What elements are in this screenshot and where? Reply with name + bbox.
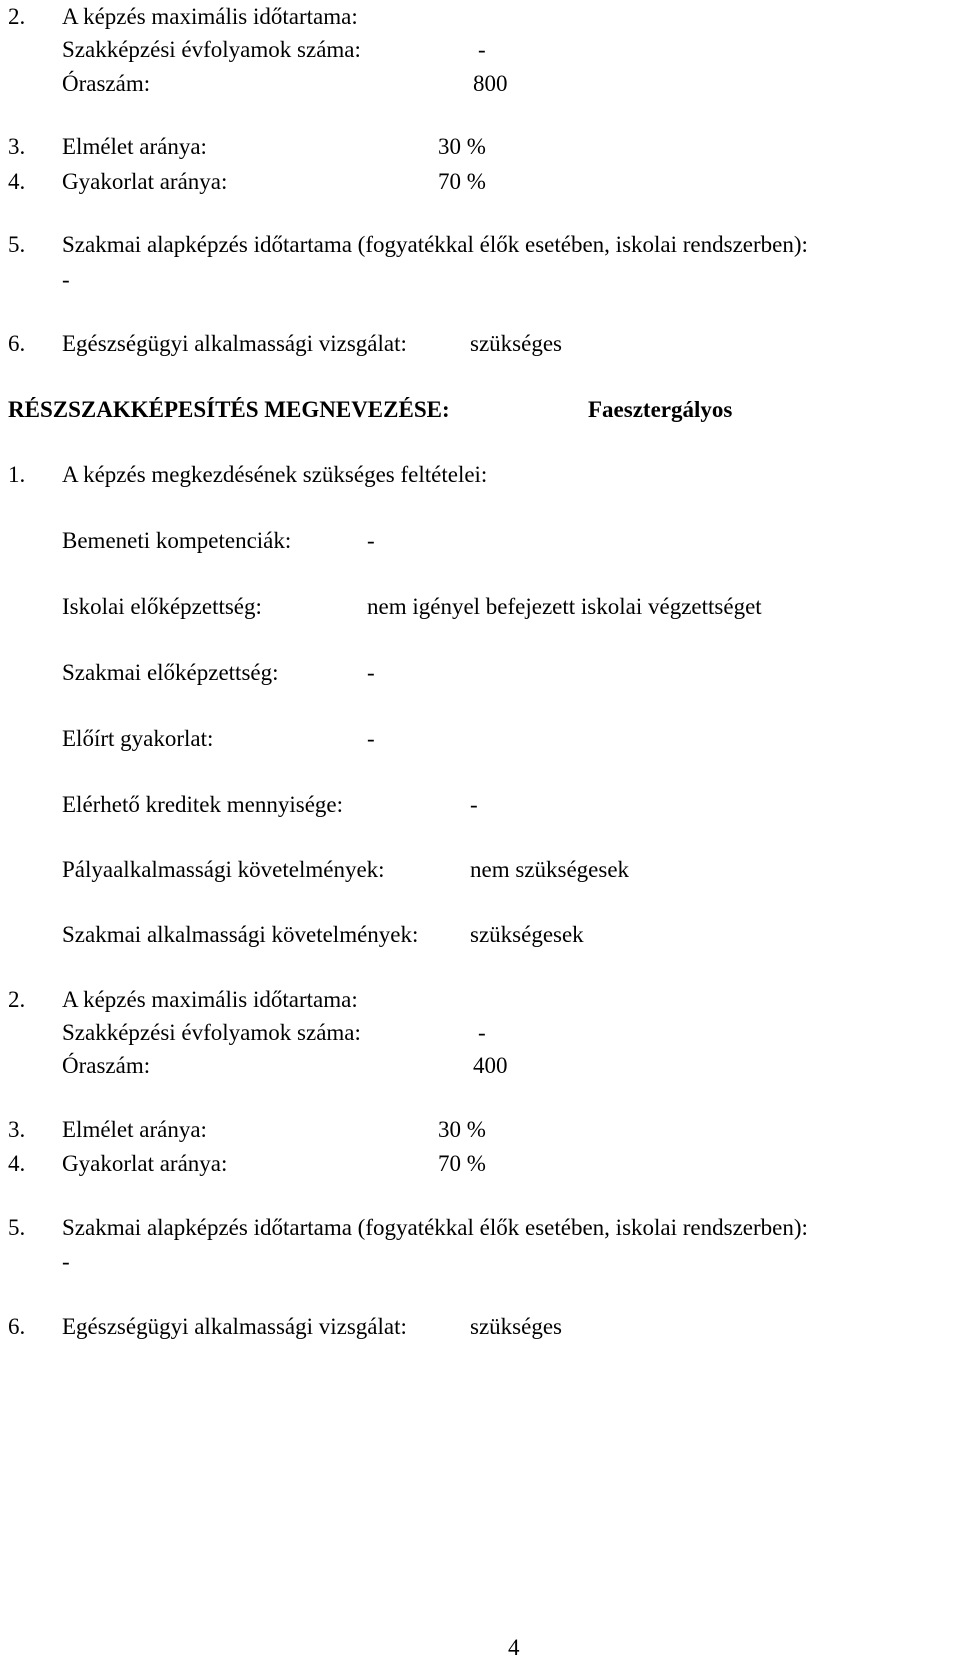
a-item5-label: Szakmai alapképzés időtartama (fogyatékkal élők esetében, iskolai rendszerben): [62,232,808,257]
szakmai-label: Szakmai előképzettség: [62,660,279,685]
kredit-label: Elérhető kreditek mennyisége: [62,792,344,817]
kredit-value: - [470,792,478,817]
b-years-value: - [478,1020,486,1045]
b-item6-label: Egészségügyi alkalmassági vizsgálat: [62,1314,407,1339]
b-item3-number: 3. [8,1117,26,1142]
b-item1-number: 1. [8,462,26,487]
a-item4-number: 4. [8,169,26,194]
b-item3-value: 30 % [438,1117,486,1142]
b-item4-number: 4. [8,1151,26,1176]
b-item5-value: - [62,1249,70,1274]
b-item1-label: A képzés megkezdésének szükséges feltételei: [62,462,488,487]
szakmai-alk-value: szükségesek [470,922,584,947]
szakmai-value: - [367,660,375,685]
b-item4-value: 70 % [438,1151,486,1176]
a-years-value: - [478,37,486,62]
palya-value: nem szükségesek [470,857,630,882]
b-hours-label: Óraszám: [62,1053,151,1078]
a-item2-number: 2. [8,4,26,29]
b-item6-value: szükséges [470,1314,562,1339]
b-item2-label: A képzés maximális időtartama: [62,987,358,1012]
iskolai-value: nem igényel befejezett iskolai végzettséget [367,594,762,619]
a-item6-value: szükséges [470,331,562,356]
a-item6-number: 6. [8,331,26,356]
palya-label: Pályaalkalmassági követelmények: [62,857,385,882]
a-item5-value: - [62,267,70,292]
b-item2-number: 2. [8,987,26,1012]
b-item4-label: Gyakorlat aránya: [62,1151,228,1176]
iskolai-label: Iskolai előképzettség: [62,594,262,619]
eloirt-label: Előírt gyakorlat: [62,726,214,751]
a-item3-label: Elmélet aránya: [62,134,207,159]
a-item4-value: 70 % [438,169,486,194]
a-years-label: Szakképzési évfolyamok száma: [62,37,361,62]
b-item3-label: Elmélet aránya: [62,1117,207,1142]
b-hours-value: 400 [473,1053,508,1078]
a-item3-value: 30 % [438,134,486,159]
qualification-heading-value: Faesztergályos [588,397,733,422]
b-item5-number: 5. [8,1215,26,1240]
page-number: 4 [508,1635,520,1660]
a-hours-value: 800 [473,71,508,96]
a-item3-number: 3. [8,134,26,159]
b-years-label: Szakképzési évfolyamok száma: [62,1020,361,1045]
b-item6-number: 6. [8,1314,26,1339]
eloirt-value: - [367,726,375,751]
a-item2-label: A képzés maximális időtartama: [62,4,358,29]
a-item4-label: Gyakorlat aránya: [62,169,228,194]
a-hours-label: Óraszám: [62,71,151,96]
bemeneti-value: - [367,528,375,553]
a-item5-number: 5. [8,232,26,257]
a-item6-label: Egészségügyi alkalmassági vizsgálat: [62,331,407,356]
szakmai-alk-label: Szakmai alkalmassági követelmények: [62,922,419,947]
qualification-heading-label: RÉSZSZAKKÉPESÍTÉS MEGNEVEZÉSE: [8,397,450,422]
b-item5-label: Szakmai alapképzés időtartama (fogyatékkal élők esetében, iskolai rendszerben): [62,1215,808,1240]
bemeneti-label: Bemeneti kompetenciák: [62,528,292,553]
